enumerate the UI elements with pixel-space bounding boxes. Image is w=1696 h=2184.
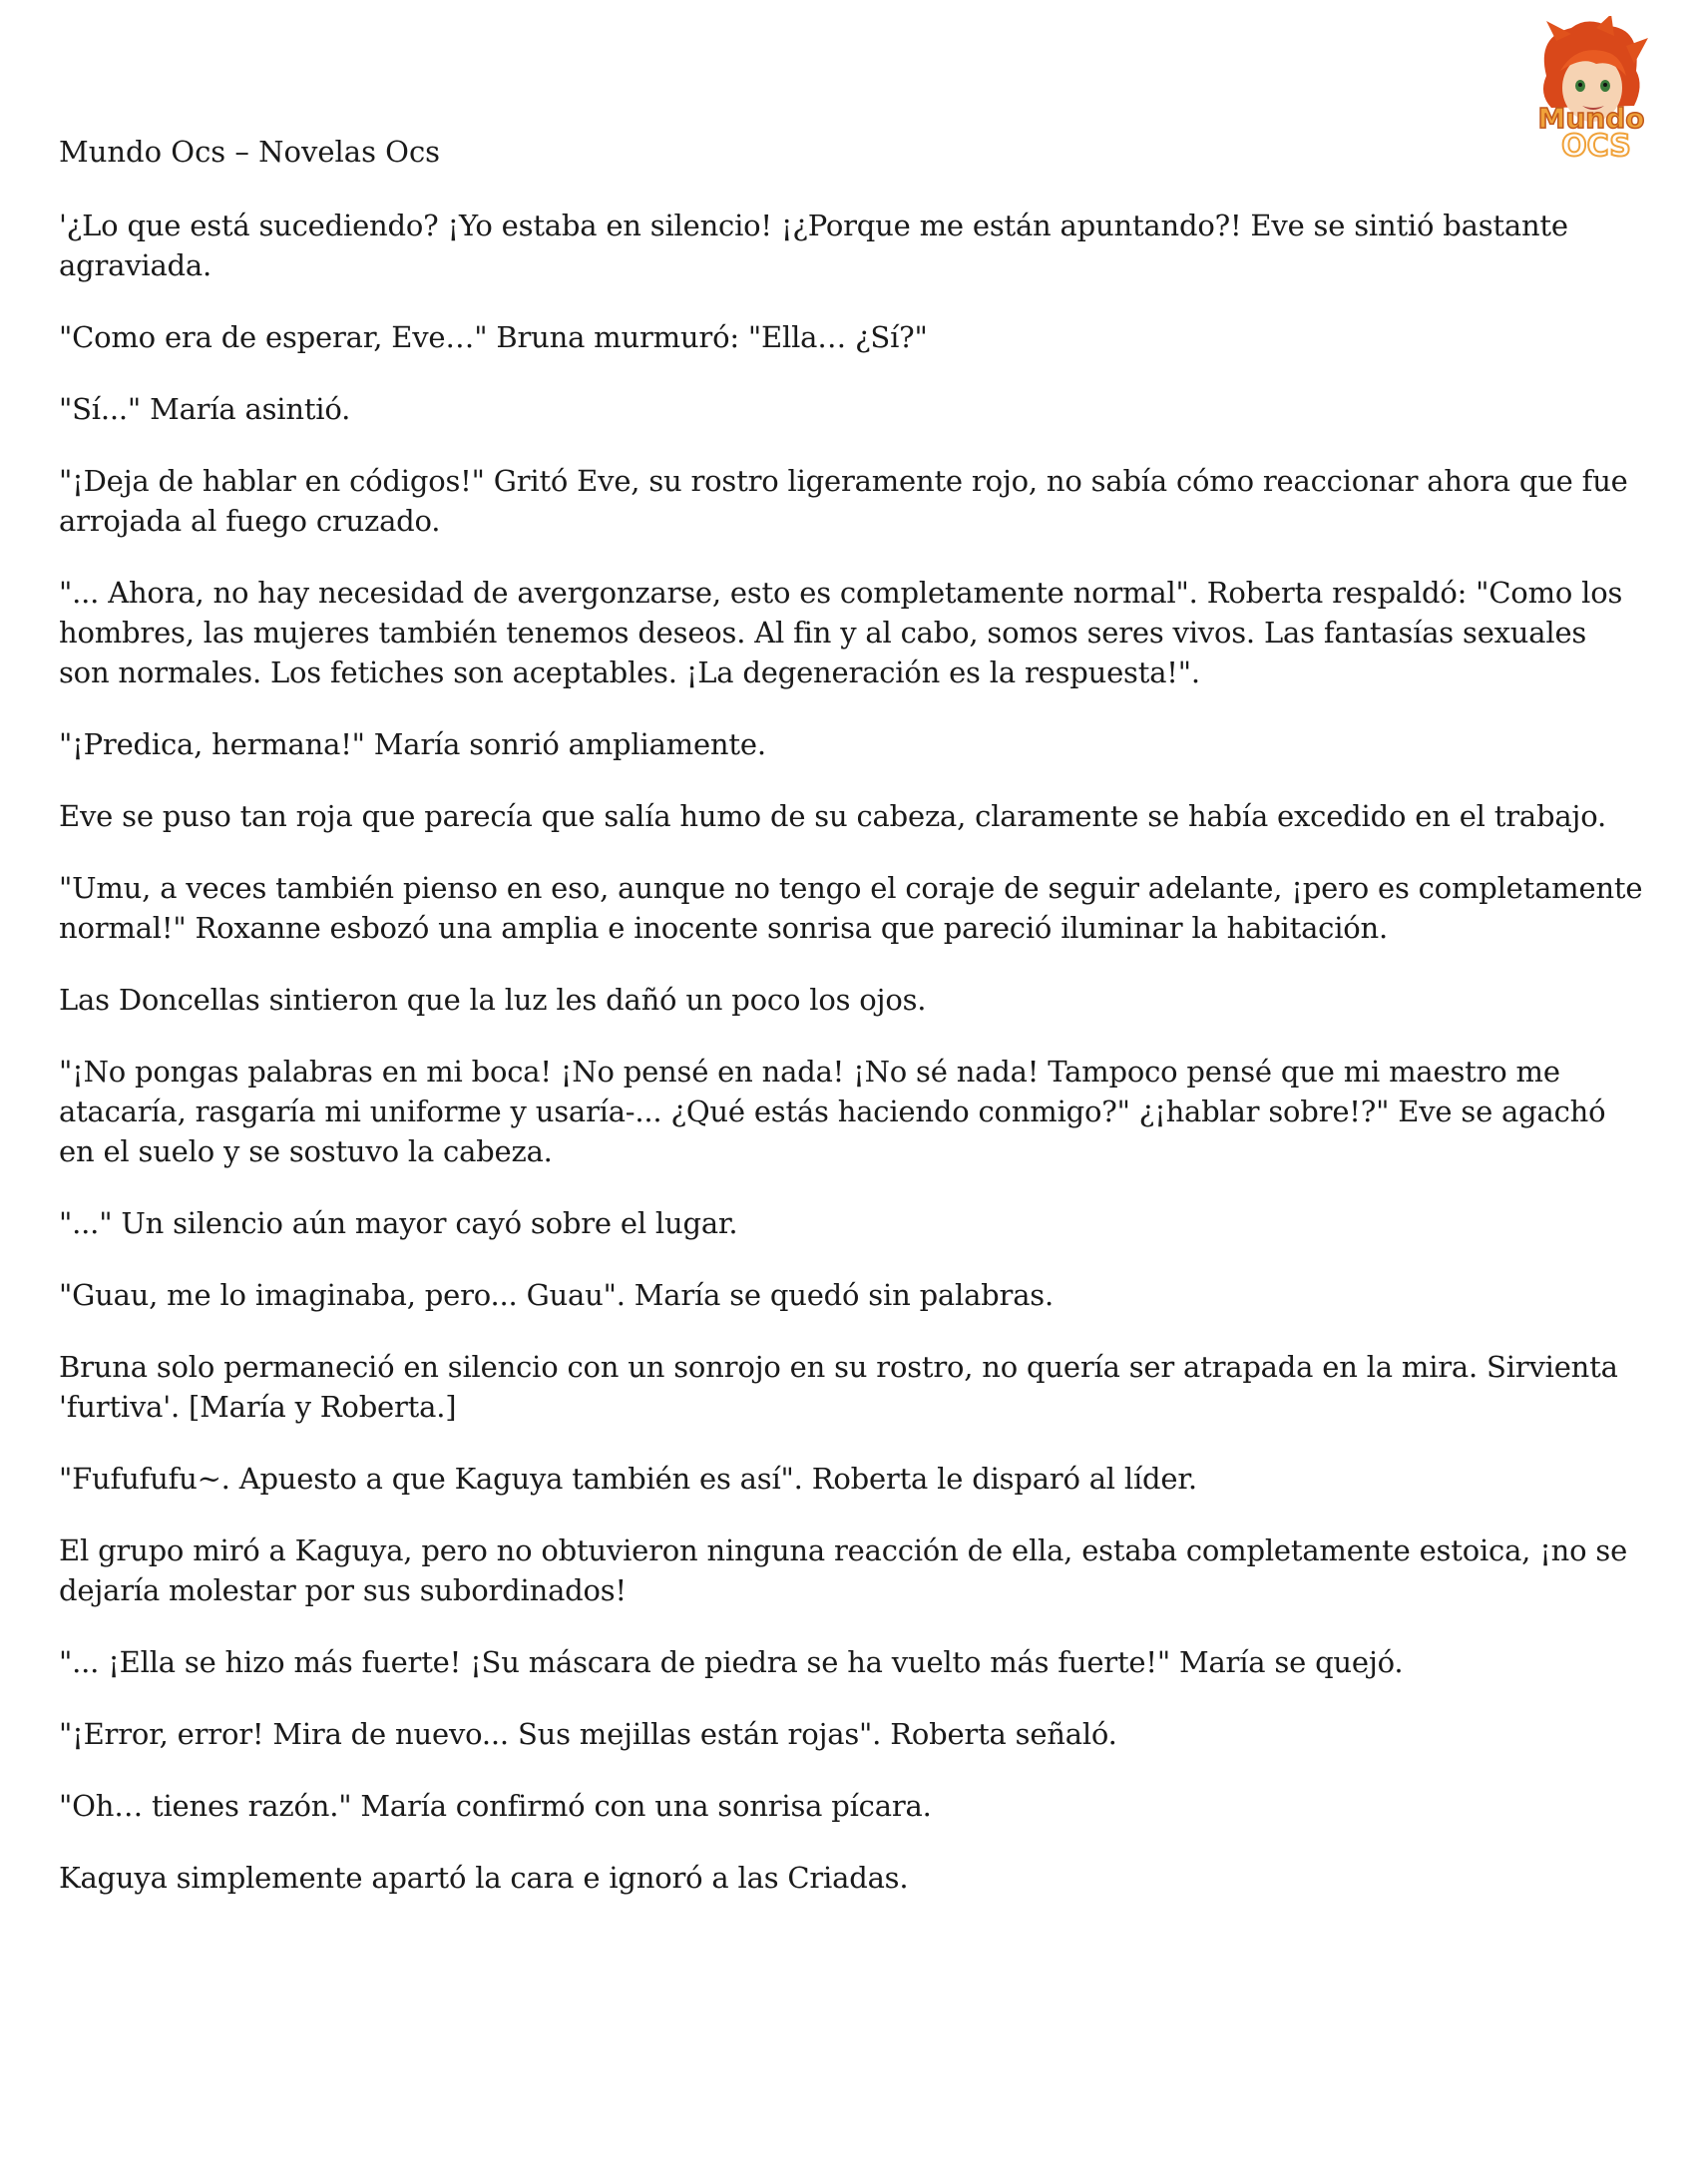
page-header-title: Mundo Ocs – Novelas Ocs xyxy=(59,135,441,169)
mundo-ocs-logo xyxy=(1516,16,1666,166)
svg-text:OCS: OCS xyxy=(1561,129,1631,164)
paragraph: '¿Lo que está sucediendo? ¡Yo estaba en silencio! ¡¿Porque me están apuntando?! Eve se sintió bastante agraviada. xyxy=(59,209,1568,282)
paragraph: "¡Deja de hablar en códigos!" Gritó Eve, su rostro ligeramente rojo, no sabía cómo reaccionar ahora que fue arrojada al fuego cruzado. xyxy=(59,464,1628,538)
paragraph: Eve se puso tan roja que parecía que salía humo de su cabeza, claramente se había excedido en el trabajo. xyxy=(59,799,1606,833)
paragraph: "Umu, a veces también pienso en eso, aunque no tengo el coraje de seguir adelante, ¡pero es completamente normal!" Roxanne esbozó una amplia e inocente sonrisa que pareció iluminar la habitación. xyxy=(59,871,1643,945)
paragraph: "¡Predica, hermana!" María sonrió ampliamente. xyxy=(59,727,766,761)
paragraph: "Guau, me lo imaginaba, pero... Guau". María se quedó sin palabras. xyxy=(59,1278,1054,1312)
paragraph: "... Ahora, no hay necesidad de avergonzarse, esto es completamente normal". Roberta respaldó: "Como los hombres, las mujeres también tenemos deseos. Al fin y al cabo, somos seres vivos. Las fantasías sexuales son normales. Los fetiches son aceptables. ¡La degeneración es la respuesta!". xyxy=(59,576,1623,689)
paragraph: "... ¡Ella se hizo más fuerte! ¡Su máscara de piedra se ha vuelto más fuerte!" María se quejó. xyxy=(59,1645,1404,1679)
paragraph: "Oh… tienes razón." María confirmó con una sonrisa pícara. xyxy=(59,1789,932,1823)
paragraph: "Como era de esperar, Eve…" Bruna murmuró: "Ella… ¿Sí?" xyxy=(59,320,928,354)
paragraph: Las Doncellas sintieron que la luz les dañó un poco los ojos. xyxy=(59,983,927,1017)
document-body xyxy=(59,206,1645,1930)
svg-text:Mundo: Mundo xyxy=(1537,102,1645,135)
paragraph: "Sí..." María asintió. xyxy=(59,392,351,426)
paragraph: "¡No pongas palabras en mi boca! ¡No pensé en nada! ¡No sé nada! Tampoco pensé que mi maestro me atacaría, rasgaría mi uniforme y usaría-... ¿Qué estás haciendo conmigo?" ¿¡hablar sobre!?" Eve se agachó en el suelo y se sostuvo la cabeza. xyxy=(59,1055,1606,1168)
paragraph: "..." Un silencio aún mayor cayó sobre el lugar. xyxy=(59,1206,738,1240)
paragraph: Bruna solo permaneció en silencio con un sonrojo en su rostro, no quería ser atrapada en la mira. Sirvienta 'furtiva'. [María y Roberta.] xyxy=(59,1350,1618,1424)
paragraph: Kaguya simplemente apartó la cara e ignoró a las Criadas. xyxy=(59,1861,909,1895)
paragraph: "¡Error, error! Mira de nuevo... Sus mejillas están rojas". Roberta señaló. xyxy=(59,1717,1117,1751)
paragraph: "Fufufufu~. Apuesto a que Kaguya también es así". Roberta le disparó al líder. xyxy=(59,1462,1197,1496)
paragraph: El grupo miró a Kaguya, pero no obtuvieron ninguna reacción de ella, estaba completamente estoica, ¡no se dejaría molestar por sus subordinados! xyxy=(59,1533,1628,1607)
